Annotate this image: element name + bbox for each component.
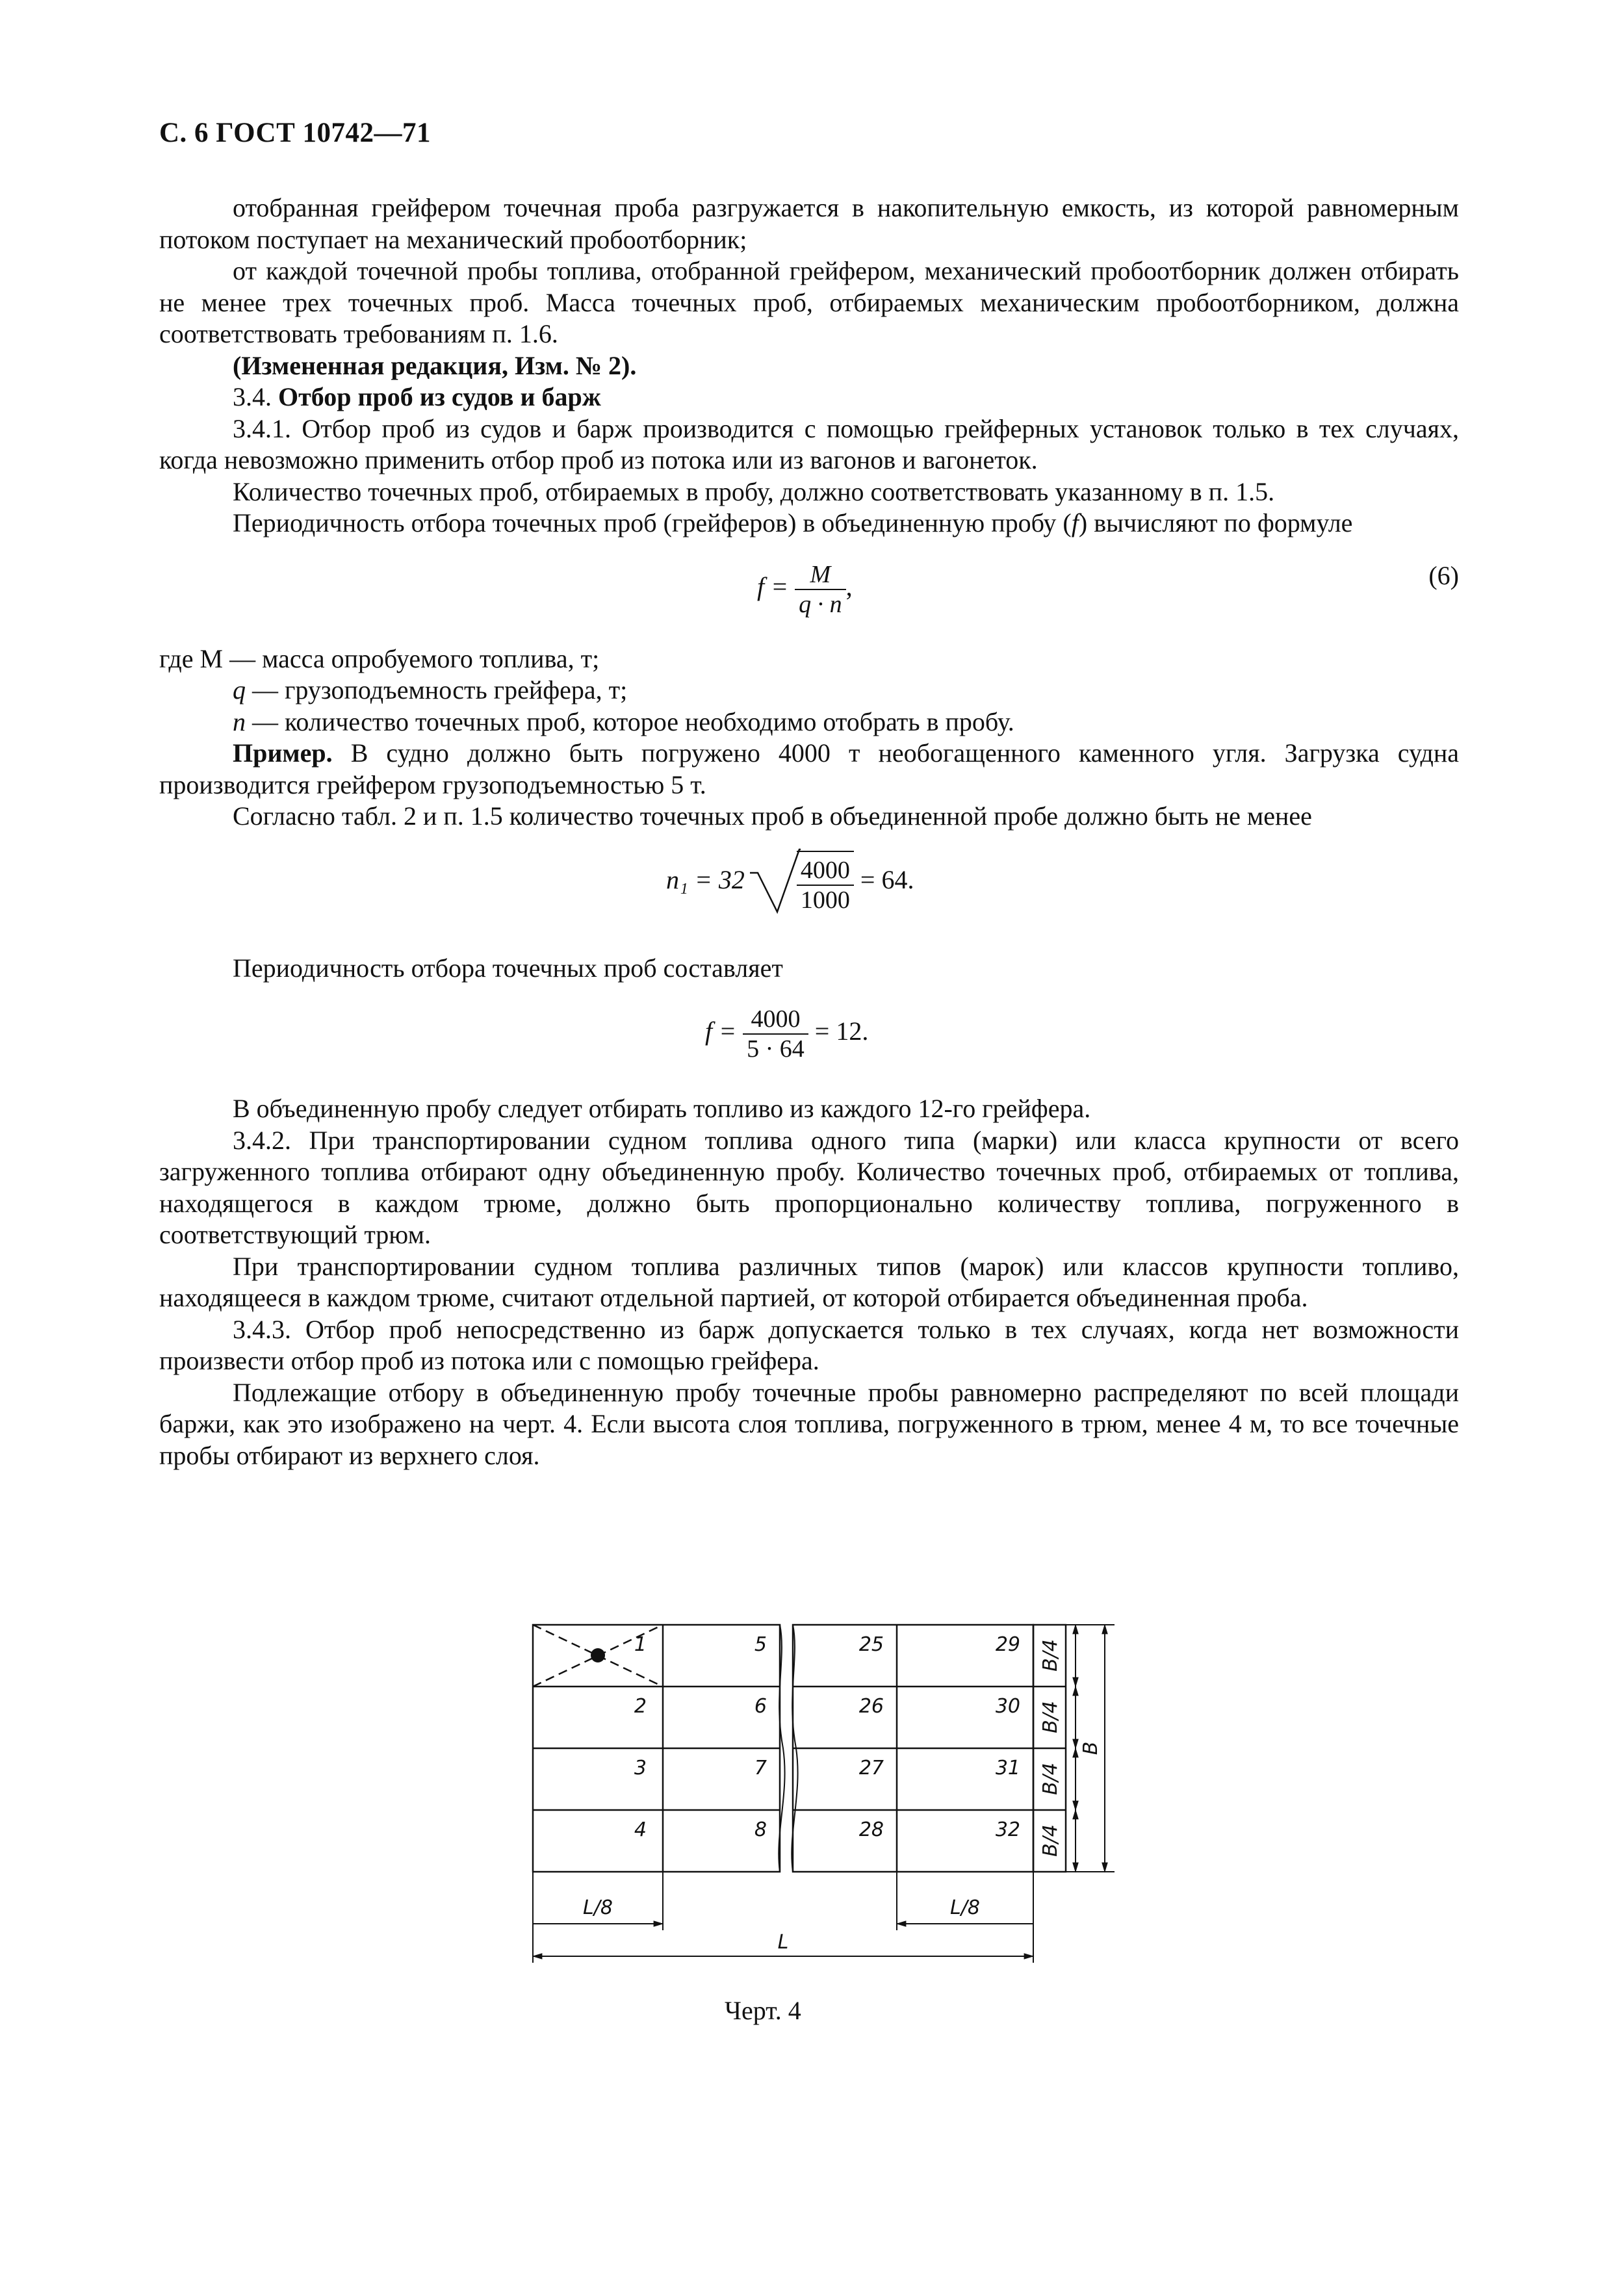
- numerator: 4000: [743, 1005, 808, 1035]
- cell-label: 5: [754, 1633, 767, 1656]
- formula-rhs: = 12.: [814, 1016, 869, 1046]
- legend-item: [159, 643, 1459, 675]
- paragraph: Количество точечных проб, отбираемых в пробу, должно соответствовать указанному в п. 1.5.: [233, 476, 1275, 506]
- formula-tail: ,: [845, 571, 853, 601]
- example-text: В судно должно быть погружено 4000 т необогащенного каменного угля. Загрузка судна производится грейфером грузоподъемностью 5 т.: [159, 738, 1459, 799]
- legend-text: — количество точечных проб, которое необходимо отобрать в пробу.: [246, 706, 1014, 736]
- denominator: q · n: [799, 590, 842, 618]
- text-run: ) вычисляют по формуле: [1078, 508, 1353, 537]
- body-text: [159, 192, 1459, 1471]
- paragraph: Периодичность отбора точечных проб составляет: [233, 953, 783, 983]
- numerator: 4000: [797, 856, 854, 886]
- legend-var: n: [233, 706, 246, 736]
- legend-item: [159, 706, 1459, 738]
- legend-var: q: [233, 675, 246, 705]
- formula-f: [159, 998, 1459, 1070]
- length-dimension-label: L: [777, 1931, 789, 1954]
- numerator: M: [795, 560, 846, 590]
- formula-expression: [666, 847, 914, 918]
- example-label: Пример.: [233, 738, 333, 768]
- example-paragraph: [159, 738, 1459, 801]
- cell-label: 25: [858, 1633, 884, 1656]
- sample-point-marker: [591, 1648, 605, 1662]
- text-run: Периодичность отбора точечных проб (грейферов) в объединенную пробу (: [233, 508, 1072, 537]
- cell-label: 28: [858, 1818, 884, 1841]
- grid-lines: [533, 1625, 1066, 1872]
- cell-label: 4: [634, 1818, 647, 1841]
- segment-dimension-label: L/8: [583, 1896, 613, 1919]
- section-heading: [159, 382, 1459, 413]
- paragraph: Согласно табл. 2 и п. 1.5 количество точечных проб в объединенной пробе должно быть не менее: [233, 801, 1312, 831]
- cell-label: 6: [754, 1695, 767, 1718]
- cell-label: 26: [858, 1695, 884, 1718]
- paragraph: отобранная грейфером точечная проба разгружается в накопительную емкость, из которой равномерным потоком поступает на механический пробоотборник;: [159, 193, 1459, 254]
- section-title: Отбор проб из судов и барж: [278, 382, 601, 411]
- row-dimension-label: B/4: [1039, 1763, 1062, 1795]
- cell-label: 27: [858, 1757, 884, 1779]
- paragraph: 3.4.1. Отбор проб из судов и барж производится с помощью грейферных установок только в тех случаях, когда невозможно применить отбор проб из потока или из вагонов и вагонеток.: [159, 413, 1459, 474]
- formula-n1: [159, 840, 1459, 928]
- legend-text: — масса опробуемого топлива, т;: [223, 643, 600, 673]
- formula-expression: [757, 560, 853, 619]
- formula-lhs: n₁ = 32: [666, 864, 745, 894]
- row-dimension-label: B/4: [1039, 1639, 1062, 1672]
- sqrt-sign-icon: [749, 847, 801, 918]
- formula-expression: [705, 1005, 868, 1063]
- paragraph: [159, 508, 1459, 539]
- page-header: С. 6 ГОСТ 10742—71: [159, 118, 432, 148]
- section-number: 3.4.: [233, 382, 272, 411]
- legend-var: где M: [159, 643, 224, 673]
- cell-label: 2: [634, 1695, 647, 1718]
- formula-number: (6): [1428, 560, 1459, 590]
- row-dimension-label: B/4: [1039, 1701, 1062, 1733]
- figure-caption: Черт. 4: [725, 1996, 801, 2025]
- formula-lhs: f =: [705, 1016, 737, 1046]
- amendment-note: (Измененная редакция, Изм. № 2).: [233, 350, 637, 380]
- denominator: 5 · 64: [747, 1035, 805, 1063]
- legend-item: [159, 675, 1459, 706]
- segment-dimension-label: L/8: [950, 1896, 980, 1919]
- paragraph: 3.4.3. Отбор проб непосредственно из барж допускается только в тех случаях, когда нет возможности произвести отбор проб из потока или с помощью грейфера.: [159, 1314, 1459, 1375]
- cell-label: 7: [754, 1757, 767, 1779]
- cell-label: 31: [995, 1757, 1020, 1779]
- variable: f: [1071, 508, 1079, 537]
- height-dimension-label: B: [1079, 1741, 1102, 1755]
- denominator: 1000: [800, 886, 850, 914]
- cell-label: 30: [995, 1695, 1020, 1718]
- barge-sampling-diagram: [520, 1618, 1131, 1982]
- cell-label: 29: [995, 1633, 1020, 1656]
- formula-6: [159, 556, 1459, 628]
- fraction: [795, 560, 846, 619]
- cell-label: 8: [754, 1818, 767, 1841]
- formula-rhs: = 64.: [860, 864, 914, 894]
- formula-legend: [159, 643, 1459, 738]
- paragraph: от каждой точечной пробы топлива, отобранной грейфером, механический пробоотборник должен отбирать не менее трех точечных проб. Масса точечных проб, отбираемых механическим пробоотборником, должна соответствовать требованиям п. 1.6.: [159, 256, 1459, 348]
- paragraph: В объединенную пробу следует отбирать топливо из каждого 12-го грейфера.: [233, 1094, 1091, 1123]
- paragraph: 3.4.2. При транспортировании судном топлива одного типа (марки) или класса крупности от всего загруженного топлива отбирают одну объединенную пробу. Количество точечных проб, отбираемых от топлива, находящегося в каждом трюме, должно быть пропорционально количеству топлива, погруженного в соответствующий трюм.: [159, 1125, 1459, 1249]
- cell-label: 3: [634, 1757, 647, 1779]
- cell-label: 1: [634, 1633, 647, 1656]
- paragraph: Подлежащие отбору в объединенную пробу точечные пробы равномерно распределяют по всей площади баржи, как это изображено на черт. 4. Если высота слоя топлива, погруженного в трюм, менее 4 м, то все точечные пробы отбирают из верхнего слоя.: [159, 1377, 1459, 1470]
- paragraph: При транспортировании судном топлива различных типов (марок) или классов крупности топливо, находящееся в каждом трюме, считают отдельной партией, от которой отбирается объединенная проба.: [159, 1251, 1459, 1312]
- cell-label: 32: [995, 1818, 1020, 1841]
- row-dimension-label: B/4: [1039, 1824, 1062, 1857]
- dimension-lines: [533, 1625, 1115, 1963]
- legend-text: — грузоподъемность грейфера, т;: [246, 675, 628, 705]
- fraction: [797, 851, 854, 914]
- formula-lhs: f =: [757, 571, 789, 601]
- fraction: [743, 1005, 808, 1063]
